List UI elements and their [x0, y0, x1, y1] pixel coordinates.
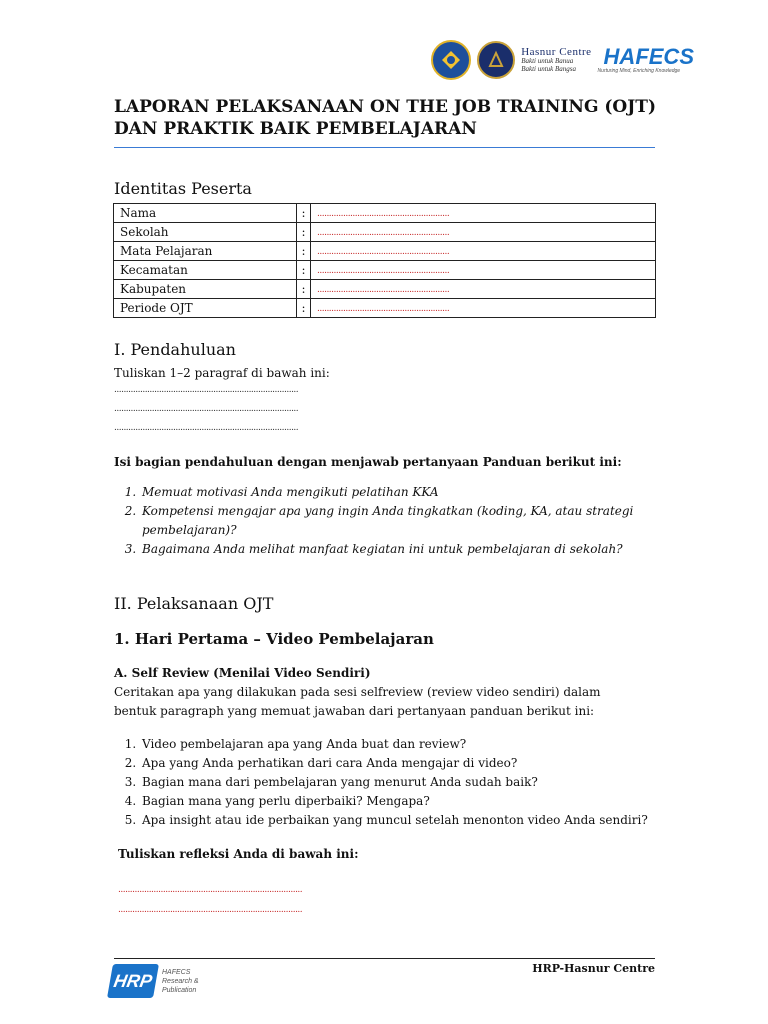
list-item: 1. Video pembelajaran apa yang Anda buat dan review?	[140, 735, 680, 754]
identitas-value-field[interactable]	[311, 261, 656, 280]
list-item: 4. Bagian mana yang perlu diperbaiki? Mengapa?	[140, 792, 680, 811]
hasnur-tagline-1: Bakti untuk Banua	[521, 57, 574, 66]
answer-line: ..............................................................................	[114, 423, 299, 433]
table-row	[114, 223, 656, 242]
identitas-separator: :	[297, 242, 311, 261]
hrp-line-1: HAFECS	[162, 968, 191, 976]
identitas-label: Periode OJT	[114, 299, 297, 318]
hasnur-name: Hasnur Centre	[521, 45, 592, 58]
identitas-separator: :	[297, 261, 311, 280]
title-line-1: LAPORAN PELAKSANAAN ON THE JOB TRAINING (OJT)	[114, 97, 656, 117]
value-placeholder: ........................................................	[317, 304, 450, 314]
hafecs-wordmark: HAFECS	[603, 44, 694, 69]
hrp-line-2: Research &	[162, 977, 199, 985]
identitas-separator: :	[297, 223, 311, 242]
identitas-separator: :	[297, 299, 311, 318]
value-placeholder: ........................................................	[317, 228, 450, 238]
title-divider	[114, 147, 655, 148]
identitas-label: Kecamatan	[114, 261, 297, 280]
hrp-logo	[110, 964, 199, 998]
value-placeholder: ........................................................	[317, 266, 450, 276]
identitas-table	[113, 203, 656, 318]
self-review-text: Ceritakan apa yang dilakukan pada sesi selfreview (review video sendiri) dalam bentuk paragraph yang memuat jawaban dari pertanyaan panduan berikut ini:	[114, 685, 601, 718]
reflection-line: ..............................................................................	[118, 885, 303, 895]
pendahuluan-questions	[114, 483, 660, 559]
identitas-value-field[interactable]	[311, 299, 656, 318]
list-item: 2. Kompetensi mengajar apa yang ingin Anda tingkatkan (koding, KA, atau strategi pembelajaran)?	[140, 502, 660, 540]
table-row	[114, 299, 656, 318]
identitas-label: Mata Pelajaran	[114, 242, 297, 261]
table-row	[114, 204, 656, 223]
identitas-label: Sekolah	[114, 223, 297, 242]
hrp-subtitle	[162, 968, 199, 995]
table-row	[114, 261, 656, 280]
header-logos	[431, 40, 694, 80]
self-review-questions	[114, 735, 680, 830]
hasnur-tagline-2: Bakti untuk Bangsa	[521, 64, 577, 73]
hasnur-logo-icon	[477, 41, 515, 79]
list-item: 3. Bagian mana dari pembelajaran yang menurut Anda sudah baik?	[140, 773, 680, 792]
answer-line: ..............................................................................	[114, 385, 299, 395]
reflection-heading: Tuliskan refleksi Anda di bawah ini:	[118, 847, 359, 861]
value-placeholder: ........................................................	[317, 285, 450, 295]
identitas-value-field[interactable]	[311, 223, 656, 242]
list-item: 1. Memuat motivasi Anda mengikuti pelatihan KKA	[140, 483, 660, 502]
list-item: 3. Bagaimana Anda melihat manfaat kegiatan ini untuk pembelajaran di sekolah?	[140, 540, 660, 559]
guide-heading: Isi bagian pendahuluan dengan menjawab pertanyaan Panduan berikut ini:	[114, 455, 622, 469]
hari-pertama-heading: 1. Hari Pertama – Video Pembelajaran	[114, 630, 434, 648]
answer-line: ..............................................................................	[114, 404, 299, 414]
identitas-separator: :	[297, 204, 311, 223]
document-title	[114, 96, 674, 140]
footer-divider	[114, 958, 655, 959]
value-placeholder: ........................................................	[317, 247, 450, 257]
list-item: 2. Apa yang Anda perhatikan dari cara Anda mengajar di video?	[140, 754, 680, 773]
identitas-value-field[interactable]	[311, 204, 656, 223]
pendahuluan-heading: I. Pendahuluan	[114, 340, 236, 359]
identitas-value-field[interactable]	[311, 242, 656, 261]
table-row	[114, 242, 656, 261]
hafecs-logo	[598, 46, 694, 74]
table-row	[114, 280, 656, 299]
identitas-label: Kabupaten	[114, 280, 297, 299]
hafecs-tagline: Nurturing Mind, Enriching Knowledge	[597, 68, 681, 74]
title-line-2: DAN PRAKTIK BAIK PEMBELAJARAN	[114, 119, 477, 139]
identitas-label: Nama	[114, 204, 297, 223]
hrp-line-3: Publication	[162, 986, 197, 994]
kemdikbud-logo-icon	[431, 40, 471, 80]
hasnur-wordmark	[521, 47, 591, 73]
footer-label: HRP-Hasnur Centre	[532, 962, 655, 975]
pelaksanaan-heading: II. Pelaksanaan OJT	[114, 594, 274, 613]
pendahuluan-instruction: Tuliskan 1–2 paragraf di bawah ini:	[114, 366, 330, 380]
hrp-badge-icon: HRP	[107, 964, 159, 998]
identitas-separator: :	[297, 280, 311, 299]
value-placeholder: ........................................................	[317, 209, 450, 219]
self-review-heading: A. Self Review (Menilai Video Sendiri)	[114, 666, 371, 680]
identitas-heading: Identitas Peserta	[114, 179, 252, 198]
identitas-value-field[interactable]	[311, 280, 656, 299]
list-item: 5. Apa insight atau ide perbaikan yang muncul setelah menonton video Anda sendiri?	[140, 811, 680, 830]
reflection-line: ..............................................................................	[118, 905, 303, 915]
